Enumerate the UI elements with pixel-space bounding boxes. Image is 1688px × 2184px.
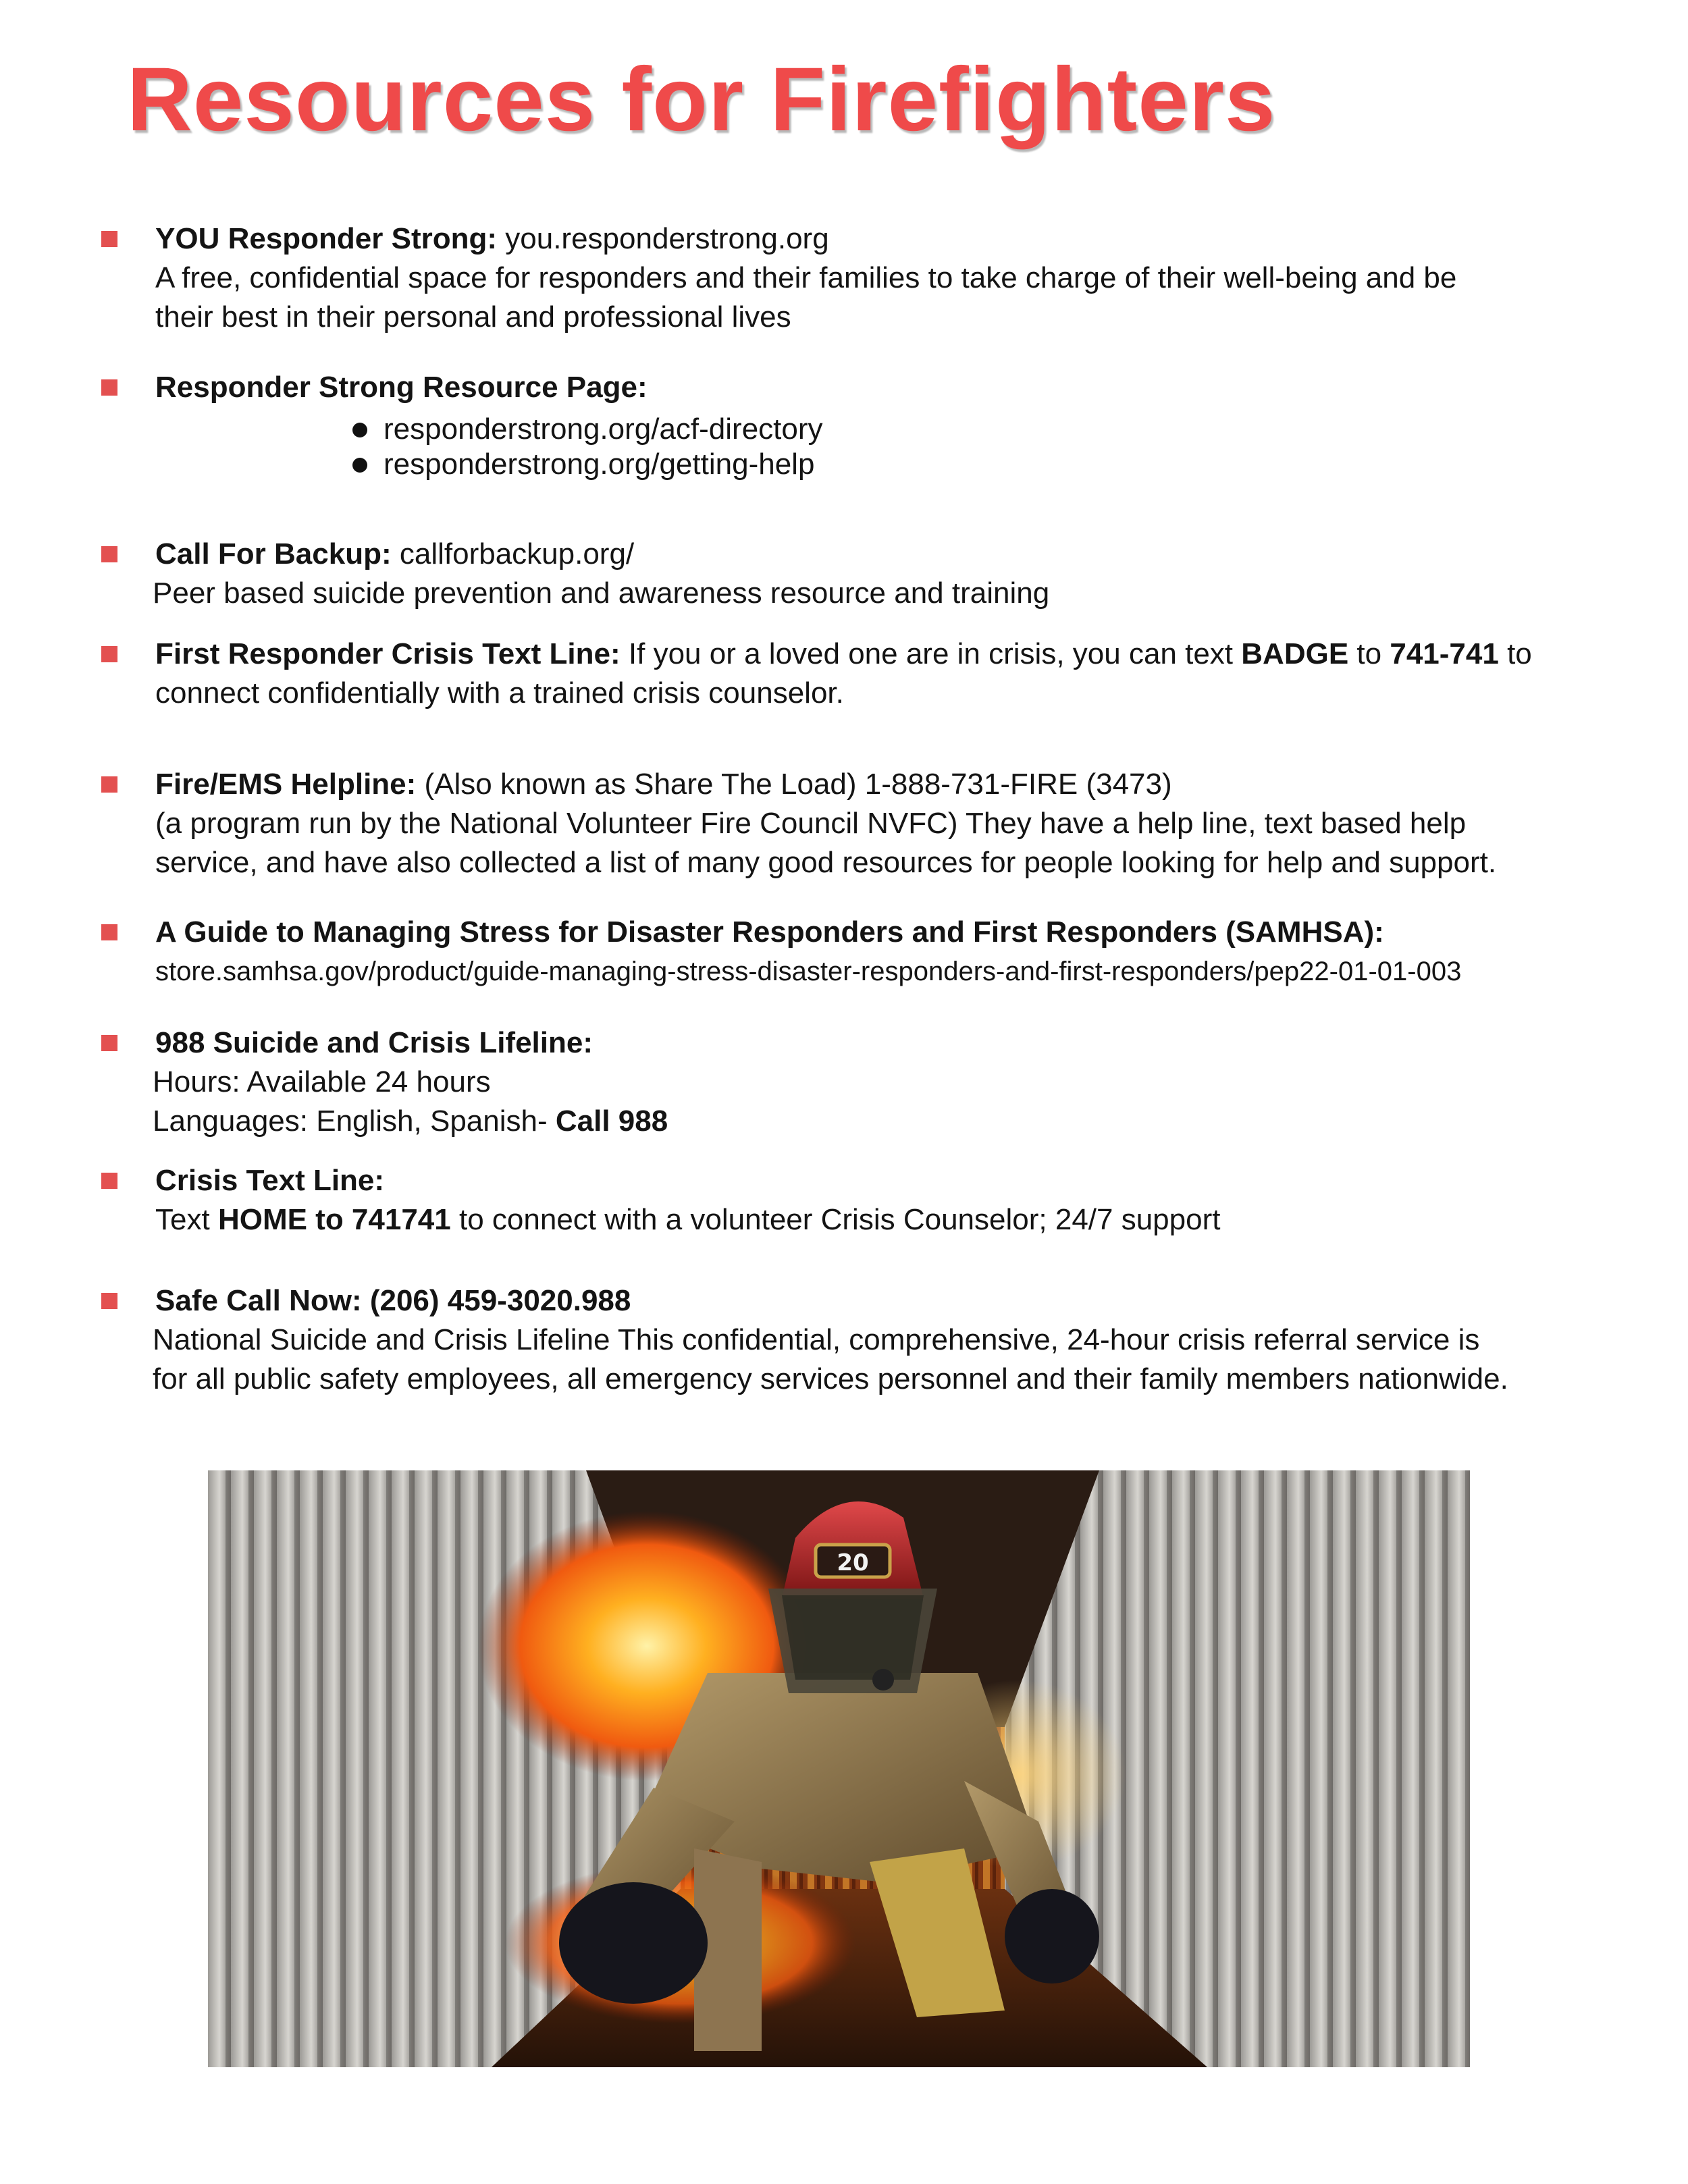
- resource-description: connect confidentially with a trained crisis counselor.: [155, 676, 844, 710]
- lifeline-call: Call 988: [555, 1104, 668, 1138]
- resource-description: Peer based suicide prevention and awareness resource and training: [153, 577, 1050, 610]
- resource-description: (a program run by the National Volunteer Fire Council NVFC) They have a help line, text based help: [155, 807, 1467, 840]
- resource-description: their best in their personal and professional lives: [155, 300, 791, 334]
- bullet-dot: [352, 423, 367, 437]
- helmet-number: 20: [837, 1549, 869, 1576]
- bullet-square: [101, 1173, 117, 1189]
- resource-link[interactable]: callforbackup.org/: [399, 537, 635, 570]
- bullet-square: [101, 1035, 117, 1051]
- firefighter-illustration: [208, 1470, 1470, 2067]
- helpline-number: (Also known as Share The Load) 1-888-731-FIRE (3473): [424, 768, 1172, 801]
- resource-name: Fire/EMS Helpline:: [155, 768, 417, 801]
- resource-name: Responder Strong Resource Page:: [155, 371, 648, 404]
- resource-link[interactable]: you.responderstrong.org: [505, 222, 829, 255]
- resource-name: YOU Responder Strong:: [155, 222, 498, 255]
- resource-name: Crisis Text Line:: [155, 1164, 385, 1197]
- text-number: 741-741: [1390, 637, 1499, 670]
- lifeline-hours: Hours: Available 24 hours: [153, 1065, 491, 1098]
- resource-name: First Responder Crisis Text Line:: [155, 637, 621, 670]
- resource-name: A Guide to Managing Stress for Disaster Responders and First Responders (SAMHSA):: [155, 915, 1384, 949]
- resource-name: Call For Backup:: [155, 537, 392, 570]
- resource-description: for all public safety employees, all emergency services personnel and their family members nationwide.: [153, 1362, 1508, 1395]
- resource-description: A free, confidential space for responders and their families to take charge of their well-being and be: [155, 261, 1457, 294]
- text-keyword: BADGE: [1241, 637, 1349, 670]
- resource-name: Safe Call Now: (206) 459-3020.988: [155, 1284, 631, 1317]
- lifeline-languages: Languages: English, Spanish-: [153, 1104, 548, 1138]
- bullet-dot: [352, 458, 367, 473]
- bullet-square: [101, 1293, 117, 1309]
- bullet-square: [101, 924, 117, 940]
- firefighter-photo: [208, 1470, 1470, 2067]
- resource-name: 988 Suicide and Crisis Lifeline:: [155, 1026, 593, 1059]
- bullet-square: [101, 379, 117, 396]
- text-keyword: HOME to 741741: [217, 1203, 451, 1236]
- bullet-square: [101, 646, 117, 662]
- resource-description: National Suicide and Crisis Lifeline This confidential, comprehensive, 24-hour crisis referral service is: [153, 1323, 1480, 1356]
- page-title: Resources for Firefighters: [127, 49, 1276, 150]
- resource-link[interactable]: responderstrong.org/getting-help: [384, 448, 815, 481]
- bullet-square: [101, 546, 117, 562]
- resource-link[interactable]: store.samhsa.gov/product/guide-managing-stress-disaster-responders-and-first-responders/pep22-01-01-003: [155, 957, 1462, 986]
- bullet-square: [101, 231, 117, 247]
- resource-link[interactable]: responderstrong.org/acf-directory: [384, 412, 823, 446]
- resource-description: service, and have also collected a list of many good resources for people looking for help and support.: [155, 846, 1497, 879]
- bullet-square: [101, 776, 117, 793]
